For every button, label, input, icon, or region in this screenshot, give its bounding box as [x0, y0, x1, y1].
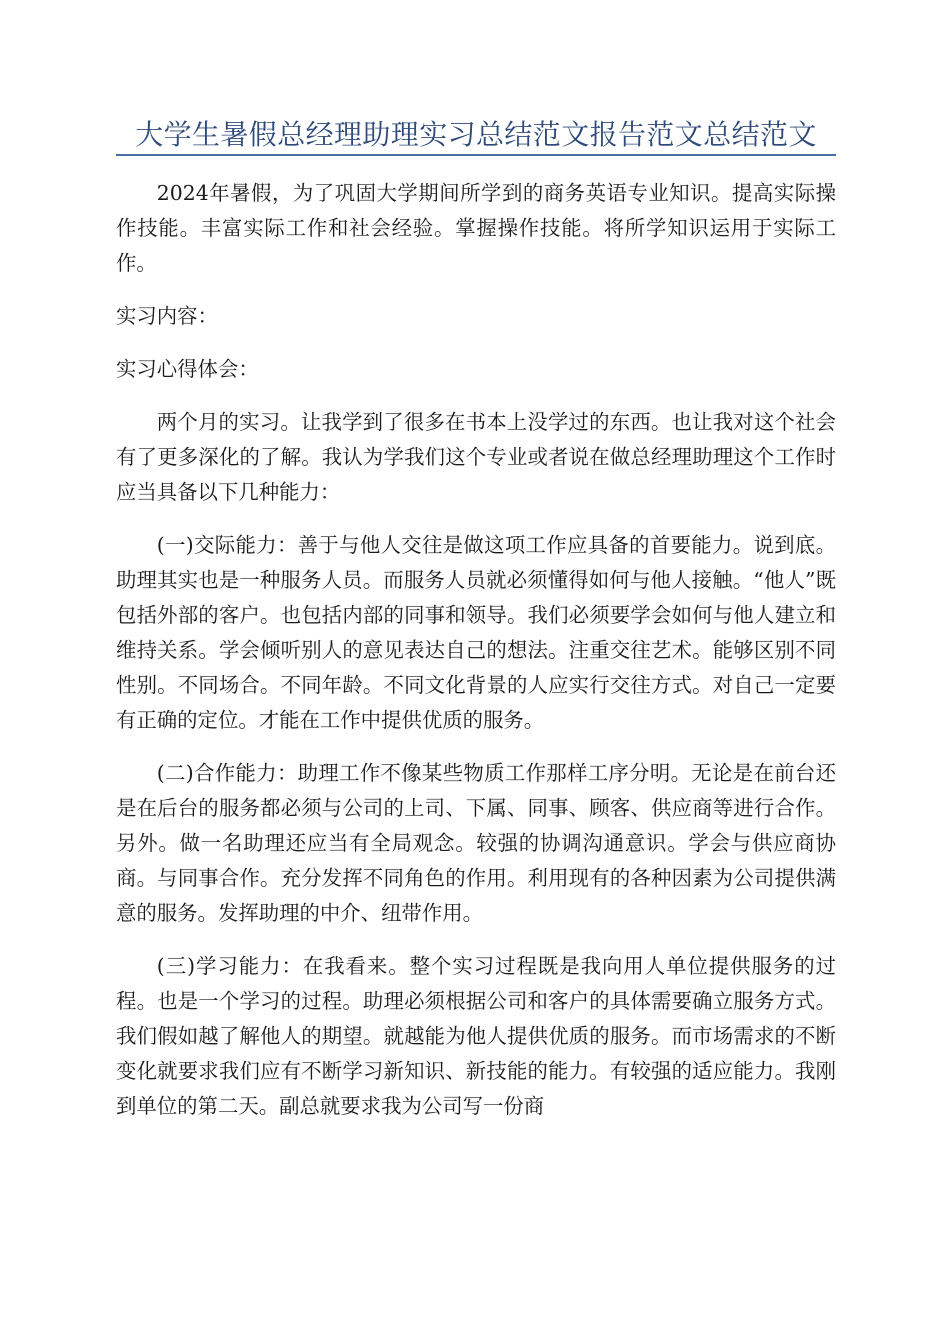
paragraph-cooperation-ability: (二)合作能力：助理工作不像某些物质工作那样工序分明。无论是在前台还是在后台的服务都必须与公司的上司、下属、同事、顾客、供应商等进行合作。另外。做一名助理还应当有全局观念。较强的协调沟通意识。学会与供应商协商。与同事合作。充分发挥不同角色的作用。利用现有的各种因素为公司提供满意的服务。发挥助理的中介、纽带作用。: [116, 761, 836, 925]
document-body: [116, 176, 836, 1142]
title-underline: [116, 154, 836, 156]
document-title: 大学生暑假总经理助理实习总结范文报告范文总结范文: [135, 118, 817, 151]
paragraph-overview: 两个月的实习。让我学到了很多在书本上没学过的东西。也让我对这个社会有了更多深化的了解。我认为学我们这个专业或者说在做总经理助理这个工作时应当具备以下几种能力：: [116, 410, 836, 504]
paragraph-communication-ability: (一)交际能力：善于与他人交往是做这项工作应具备的首要能力。说到底。助理其实也是一种服务人员。而服务人员就必须懂得如何与他人接触。“他人”既包括外部的客户。也包括内部的同事和领导。我们必须要学会如何与他人建立和维持关系。学会倾听别人的意见表达自己的想法。注重交往艺术。能够区别不同性别。不同场合。不同年龄。不同文化背景的人应实行交往方式。对自己一定要有正确的定位。才能在工作中提供优质的服务。: [116, 533, 836, 732]
paragraph-learning-ability: (三)学习能力：在我看来。整个实习过程既是我向用人单位提供服务的过程。也是一个学习的过程。助理必须根据公司和客户的具体需要确立服务方式。我们假如越了解他人的期望。就越能为他人提供优质的服务。而市场需求的不断变化就要求我们应有不断学习新知识、新技能的能力。有较强的适应能力。我刚到单位的第二天。副总就要求我为公司写一份商: [116, 954, 836, 1118]
section-heading-experience: 实习心得体会：: [116, 357, 259, 381]
paragraph-intro: 2024年暑假，为了巩固大学期间所学到的商务英语专业知识。提高实际操作技能。丰富实际工作和社会经验。掌握操作技能。将所学知识运用于实际工作。: [116, 181, 836, 275]
section-heading-content: 实习内容：: [116, 304, 218, 328]
